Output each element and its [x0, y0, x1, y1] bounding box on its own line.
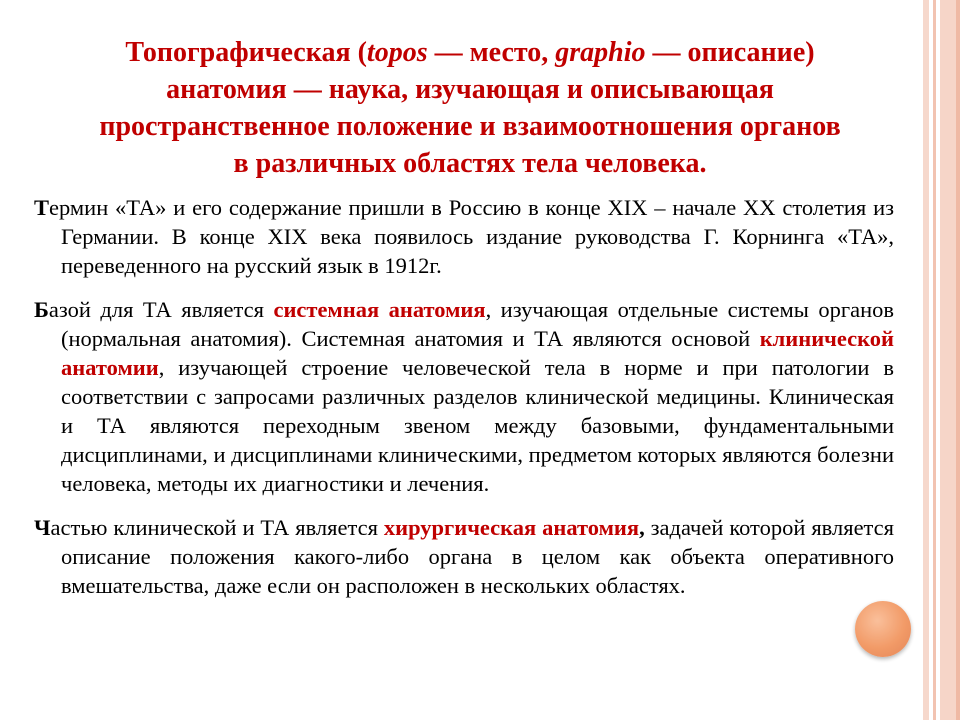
highlight-clinical-anatomy: клинической анатомии	[61, 326, 894, 380]
slide-body	[34, 193, 894, 600]
decorative-right-border	[920, 0, 960, 720]
title-text: — место,	[427, 37, 556, 68]
paragraph-text: задачей которой является описание положения какого-либо органа в целом как объекта оперативного вмешательства, даже если он расположен в нескольких областях.	[61, 515, 894, 598]
highlight-systemic-anatomy: системная анатомия	[273, 297, 486, 322]
title-text: — описание)	[645, 37, 815, 68]
drop-initial: Ч	[34, 515, 51, 540]
decorative-circle	[855, 601, 911, 657]
title-text: Топографическая (	[125, 37, 367, 68]
paragraph-systemic-anatomy	[34, 295, 894, 498]
border-stripe	[956, 0, 960, 720]
paragraph-text: , изучающей строение человеческой тела в норме и при патологии в соответствии с запросами различных разделов клинической медицины. Клиническая и ТА являются переходным звеном между базовыми, фундаментальными дисциплинами, и дисциплинами клиническими, предметом которых являются болезни человека, методы их диагностики и лечения.	[61, 355, 894, 496]
title-line-2: анатомия — наука, изучающая и описывающая	[166, 74, 774, 105]
title-line-3: пространственное положение и взаимоотношения органов	[99, 111, 841, 142]
highlight-surgical-anatomy: хирургическая анатомия	[383, 515, 640, 540]
drop-initial: Т	[34, 195, 50, 220]
drop-initial: Б	[34, 297, 49, 322]
paragraph-text: ермин «ТА» и его содержание пришли в Россию в конце XIX – начале XX столетия из Германии. В конце XIX века появилось издание руководства Г. Корнинга «ТА», переведенного на русский язык в 1912г.	[49, 195, 894, 278]
paragraph-comma: ,	[639, 515, 645, 540]
paragraph-text: азой для ТА является	[48, 297, 274, 322]
title-latin-topos: topos	[366, 37, 428, 68]
border-stripe	[940, 0, 956, 720]
border-stripe	[923, 0, 929, 720]
title-line-1	[30, 34, 910, 71]
title-line-4: в различных областях тела человека.	[233, 148, 707, 179]
paragraph-text: астью клинической и ТА является	[50, 515, 384, 540]
slide-title	[30, 34, 910, 182]
title-latin-graphio: graphio	[555, 37, 646, 68]
paragraph-term-history	[34, 193, 894, 280]
border-stripe	[933, 0, 936, 720]
paragraph-text: , изучающая отдельные системы органов (нормальная анатомия). Системная анатомия и ТА являются основой	[61, 297, 894, 351]
paragraph-surgical-anatomy	[34, 513, 894, 600]
